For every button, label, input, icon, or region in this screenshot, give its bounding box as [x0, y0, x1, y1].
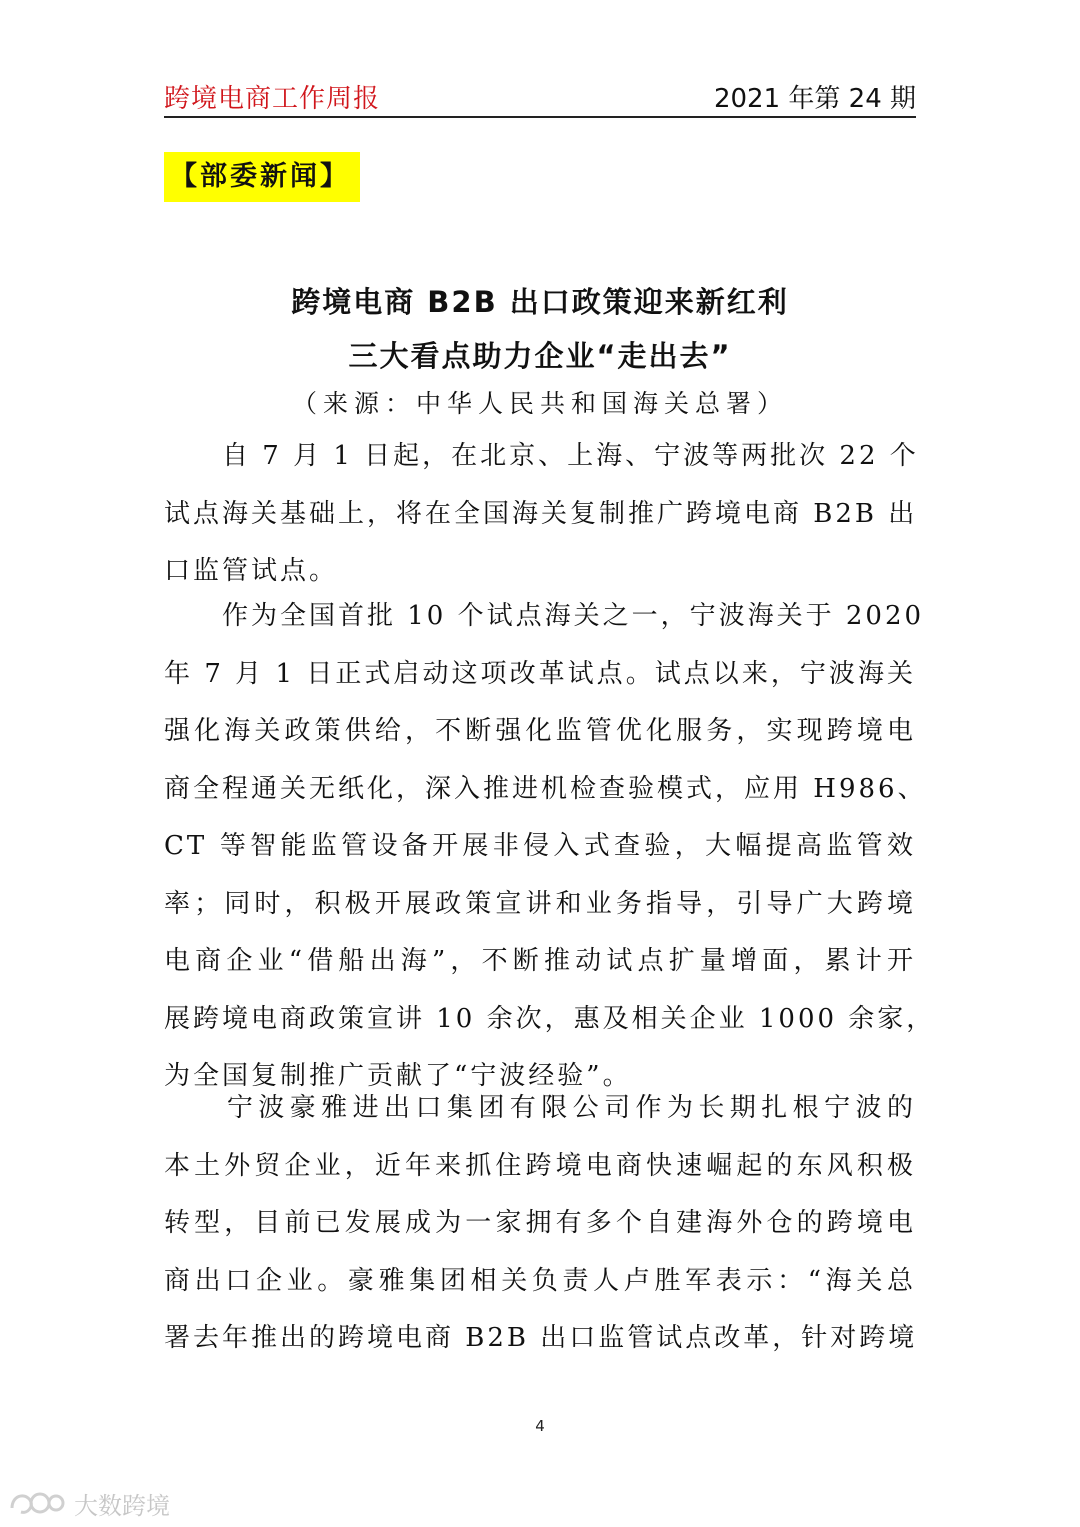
page-number: 4	[535, 1417, 545, 1435]
paragraph-1	[164, 428, 919, 601]
paragraph-line: CT 等智能监管设备开展非侵入式查验，大幅提高监管效	[164, 831, 916, 861]
watermark-logo-icon	[8, 1488, 66, 1518]
paragraph-line: 率；同时，积极开展政策宣讲和业务指导，引导广大跨境	[164, 888, 916, 919]
issue-number: 2021 年第 24 期	[713, 84, 916, 114]
publication-title: 跨境电商工作周报	[164, 84, 381, 114]
paragraph-line: 署去年推出的跨境电商 B2B 出口监管试点改革，针对跨境	[164, 1323, 918, 1353]
paragraph-line: 商全程通关无纸化，深入推进机检查验模式，应用 H986、	[164, 773, 927, 804]
paragraph-line: 口监管试点。	[164, 556, 339, 586]
paragraph-line: 商出口企业。豪雅集团相关负责人卢胜军表示：“海关总	[164, 1265, 916, 1296]
paragraph-line: 转型，目前已发展成为一家拥有多个自建海外仓的跨境电	[164, 1208, 916, 1238]
watermark-text: 大数跨境	[74, 1491, 170, 1520]
header-divider	[164, 116, 916, 118]
paragraph-line: 本土外贸企业，近年来抓住跨境电商快速崛起的东风积极	[164, 1150, 916, 1181]
article-source: （来源：中华人民共和国海关总署）	[291, 389, 788, 418]
paragraph-2	[164, 588, 936, 1106]
paragraph-line: 作为全国首批 10 个试点海关之一，宁波海关于 2020	[164, 601, 925, 631]
page-header	[164, 74, 916, 114]
section-tag: 【部委新闻】	[164, 152, 360, 202]
paragraph-3	[164, 1080, 916, 1368]
paragraph-line: 自 7 月 1 日起，在北京、上海、宁波等两批次 22 个	[164, 441, 919, 471]
paragraph-line: 电商企业“借船出海”，不断推动试点扩量增面，累计开	[164, 946, 916, 976]
watermark	[8, 1486, 170, 1520]
article-title-line-1: 跨境电商 B2B 出口政策迎来新红利	[291, 285, 789, 319]
article-title-line-2: 三大看点助力企业“走出去”	[348, 339, 732, 373]
paragraph-line: 展跨境电商政策宣讲 10 余次，惠及相关企业 1000 余家，	[164, 1003, 936, 1034]
paragraph-line: 试点海关基础上，将在全国海关复制推广跨境电商 B2B 出	[164, 498, 918, 529]
paragraph-line: 宁波豪雅进出口集团有限公司作为长期扎根宁波的	[164, 1093, 916, 1123]
paragraph-line: 年 7 月 1 日正式启动这项改革试点。试点以来，宁波海关	[164, 658, 916, 689]
paragraph-line: 为全国复制推广贡献了“宁波经验”。	[164, 1061, 632, 1091]
paragraph-line: 强化海关政策供给，不断强化监管优化服务，实现跨境电	[164, 716, 916, 746]
